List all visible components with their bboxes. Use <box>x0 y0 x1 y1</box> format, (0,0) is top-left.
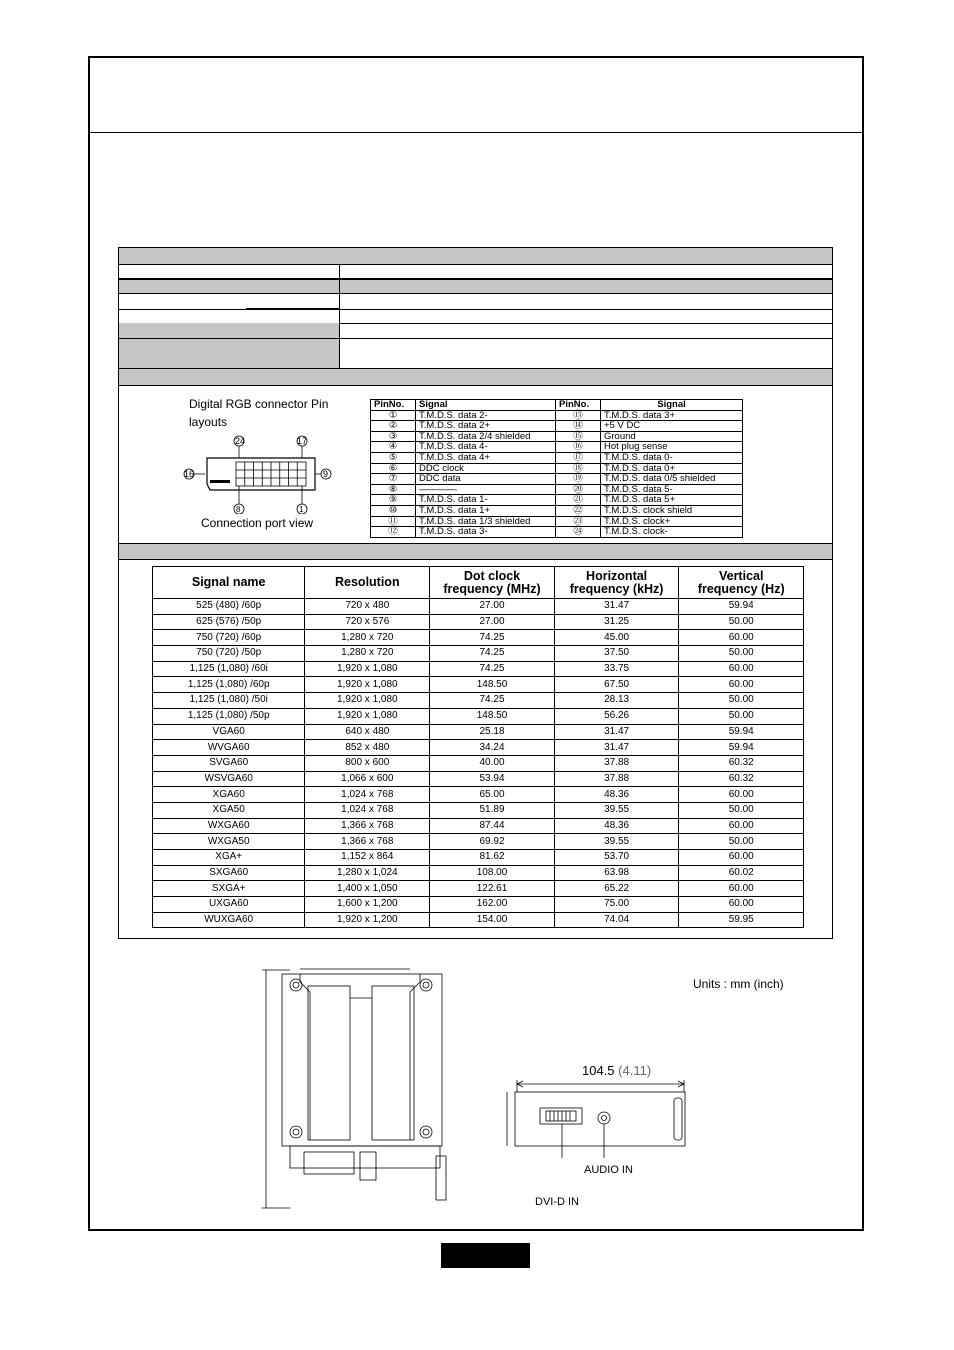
pin-label-8: 8 <box>236 505 241 514</box>
signal-table-row: 1,125 (1,080) /60p 1,920 x 1,080 148.50 67.50 60.00 <box>153 677 804 693</box>
pin-table-row: ⑫ T.M.D.S. data 3- ㉔ T.M.D.S. clock- <box>371 527 743 538</box>
spec-header-band <box>119 248 832 265</box>
width-dimension: 104.5 (4.11) <box>582 1063 652 1078</box>
pin-table-row: ② T.M.D.S. data 2+ ⑭ +5 V DC <box>371 421 743 432</box>
signal-table-row: XGA60 1,024 x 768 65.00 48.36 60.00 <box>153 787 804 803</box>
signal-table-row: 1,125 (1,080) /60i 1,920 x 1,080 74.25 33.75 60.00 <box>153 661 804 677</box>
signal-table-row: SXGA60 1,280 x 1,024 108.00 63.98 60.02 <box>153 865 804 881</box>
pin-table-row: ⑩ T.M.D.S. data 1+ ㉒ T.M.D.S. clock shield <box>371 505 743 516</box>
signal-table-row: 750 (720) /50p 1,280 x 720 74.25 37.50 50.00 <box>153 646 804 662</box>
pin-layout-title: Digital RGB connector Pin layouts <box>189 397 329 429</box>
signal-table-row: 1,125 (1,080) /50p 1,920 x 1,080 148.50 56.26 50.00 <box>153 708 804 724</box>
signal-table-row: 750 (720) /60p 1,280 x 720 74.25 45.00 60.00 <box>153 630 804 646</box>
signal-section-band <box>119 543 832 560</box>
pin-table-row: ④ T.M.D.S. data 4- ⑯ Hot plug sense <box>371 442 743 453</box>
signal-table-row: UXGA60 1,600 x 1,200 162.00 75.00 60.00 <box>153 897 804 913</box>
spec-band-2 <box>119 279 832 294</box>
signal-table-row: 525 (480) /60p 720 x 480 27.00 31.47 59.94 <box>153 599 804 615</box>
header-divider <box>88 132 864 133</box>
pin-table-row: ③ T.M.D.S. data 2/4 shielded ⑮ Ground <box>371 431 743 442</box>
connection-port-caption: Connection port view <box>201 516 314 530</box>
signal-table-row: 625 (576) /50p 720 x 576 27.00 31.25 50.00 <box>153 614 804 630</box>
signal-table-row: SXGA+ 1,400 x 1,050 122.61 65.22 60.00 <box>153 881 804 897</box>
pin-table-row: ⑤ T.M.D.S. data 4+ ⑰ T.M.D.S. data 0- <box>371 452 743 463</box>
pin-label-24: 24 <box>235 436 246 446</box>
signal-table-row: 1,125 (1,080) /50i 1,920 x 1,080 74.25 28.13 50.00 <box>153 693 804 709</box>
signal-table-row: WUXGA60 1,920 x 1,200 154.00 74.04 59.95 <box>153 912 804 928</box>
dvi-connector-diagram <box>180 432 340 514</box>
pin-label-17: 17 <box>297 436 308 446</box>
pin-table <box>370 399 743 538</box>
pin-table-row: ⑧ ———— ⑳ T.M.D.S. data 5- <box>371 484 743 495</box>
board-front-drawing <box>260 968 460 1212</box>
board-rear-drawing <box>500 1078 700 1158</box>
dvi-in-label: DVI-D IN <box>535 1196 579 1208</box>
pin-table-row: ⑥ DDC clock ⑱ T.M.D.S. data 0+ <box>371 463 743 474</box>
pin-table-row: ⑦ DDC data ⑲ T.M.D.S. data 0/5 shielded <box>371 474 743 485</box>
audio-in-label: AUDIO IN <box>584 1164 633 1176</box>
signal-table-header: Signal name Resolution Dot clock frequency (MHz) Horizontal frequency (kHz) Vertical frequency (Hz) <box>153 567 804 599</box>
signal-table-row: WXGA50 1,366 x 768 69.92 39.55 50.00 <box>153 834 804 850</box>
signal-table <box>152 566 804 928</box>
pin-label-16: 16 <box>184 469 195 479</box>
pin-table-row: ⑪ T.M.D.S. data 1/3 shielded ㉓ T.M.D.S. clock+ <box>371 516 743 527</box>
pin-section-band <box>119 368 832 386</box>
signal-table-row: XGA+ 1,152 x 864 81.62 53.70 60.00 <box>153 850 804 866</box>
page-number-box <box>441 1243 530 1268</box>
pin-label-1: 1 <box>299 505 304 514</box>
signal-table-row: WVGA60 852 x 480 34.24 31.47 59.94 <box>153 740 804 756</box>
pin-table-header: PinNo. Signal PinNo. Signal <box>371 400 743 411</box>
pin-label-9: 9 <box>323 469 329 479</box>
pin-table-row: ⑨ T.M.D.S. data 1- ㉑ T.M.D.S. data 5+ <box>371 495 743 506</box>
signal-table-row: XGA50 1,024 x 768 51.89 39.55 50.00 <box>153 802 804 818</box>
signal-table-row: WXGA60 1,366 x 768 87.44 48.36 60.00 <box>153 818 804 834</box>
pin-table-row: ① T.M.D.S. data 2- ⑬ T.M.D.S. data 3+ <box>371 410 743 421</box>
signal-table-row: SVGA60 800 x 600 40.00 37.88 60.32 <box>153 755 804 771</box>
signal-table-row: WSVGA60 1,066 x 600 53.94 37.88 60.32 <box>153 771 804 787</box>
units-label: Units : mm (inch) <box>693 977 784 991</box>
signal-table-row: VGA60 640 x 480 25.18 31.47 59.94 <box>153 724 804 740</box>
